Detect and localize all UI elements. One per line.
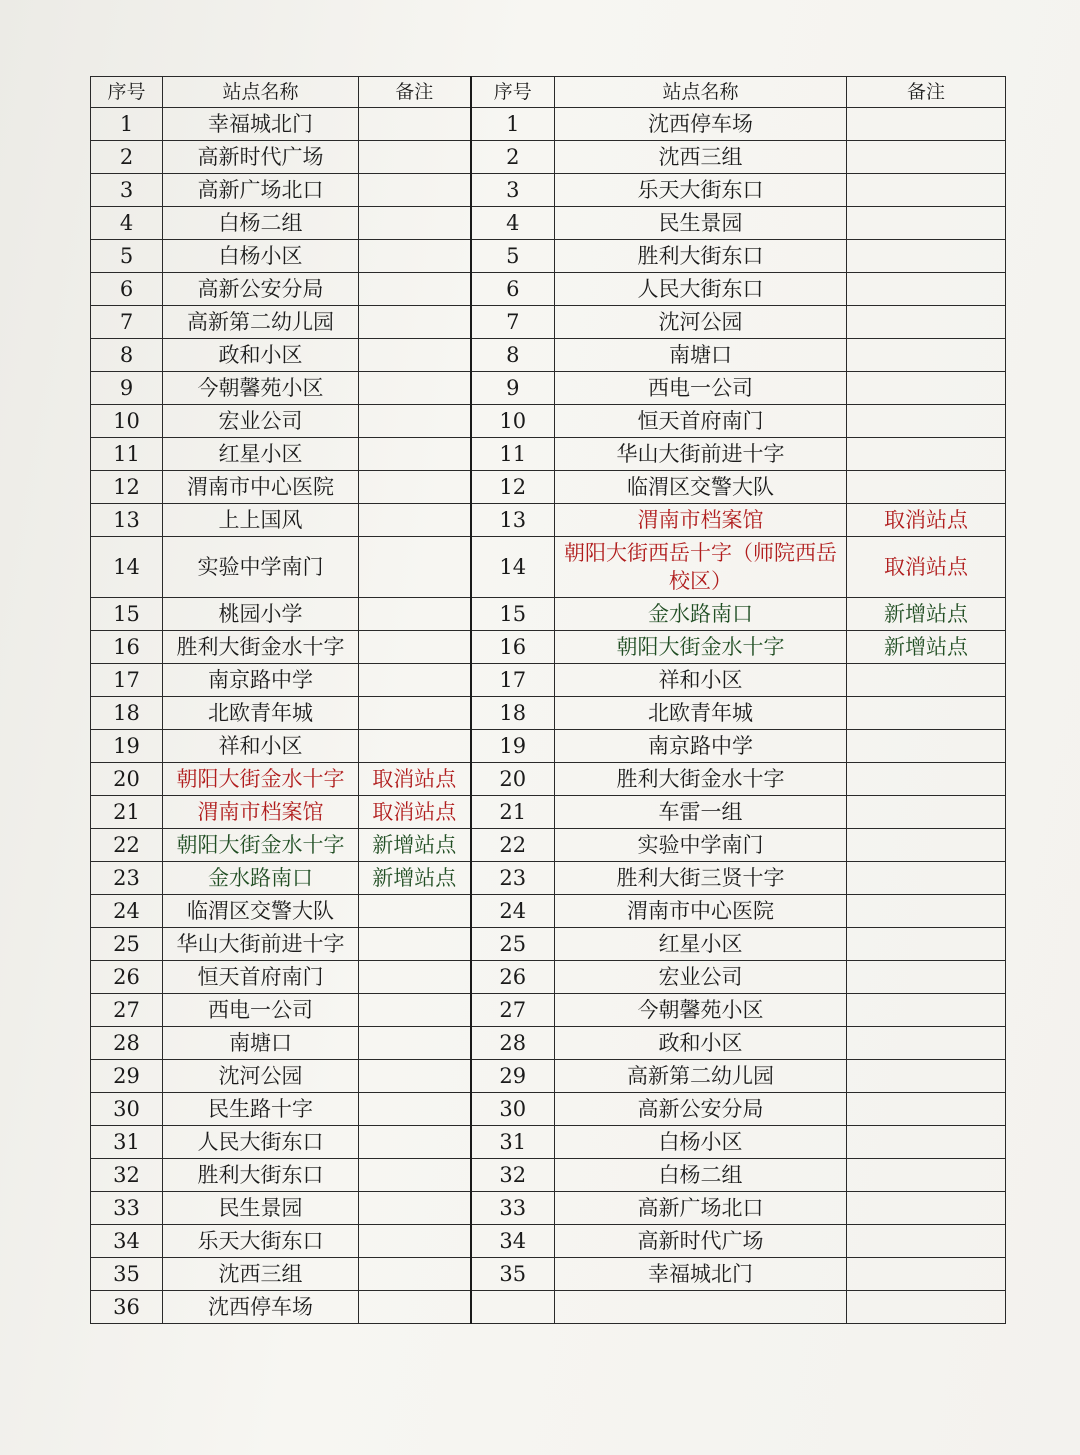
left-seq-cell: 14 (91, 537, 163, 598)
right-remark-cell (847, 438, 1006, 471)
left-seq-cell: 17 (91, 664, 163, 697)
right-remark-cell (847, 405, 1006, 438)
left-remark-cell (359, 141, 471, 174)
right-remark-cell (847, 306, 1006, 339)
left-seq-cell: 4 (91, 207, 163, 240)
left-remark-cell (359, 895, 471, 928)
left-remark-cell (359, 1291, 471, 1324)
right-seq-cell: 23 (471, 862, 555, 895)
table-row (91, 829, 1006, 862)
left-seq-cell: 6 (91, 273, 163, 306)
left-station-cell: 西电一公司 (163, 994, 359, 1027)
left-remark-cell (359, 306, 471, 339)
left-remark-cell (359, 664, 471, 697)
header-remark-left: 备注 (359, 77, 471, 108)
left-remark-cell (359, 504, 471, 537)
table-row (91, 240, 1006, 273)
left-station-cell: 恒天首府南门 (163, 961, 359, 994)
right-station-cell: 白杨小区 (555, 1126, 847, 1159)
left-remark-cell (359, 1060, 471, 1093)
right-remark-cell (847, 928, 1006, 961)
left-station-cell: 渭南市中心医院 (163, 471, 359, 504)
right-seq-cell: 5 (471, 240, 555, 273)
left-remark-cell (359, 207, 471, 240)
table-row (91, 108, 1006, 141)
table-row (91, 994, 1006, 1027)
right-seq-cell: 18 (471, 697, 555, 730)
right-seq-cell: 14 (471, 537, 555, 598)
right-remark-cell (847, 829, 1006, 862)
table-row (91, 1192, 1006, 1225)
right-station-cell: 高新广场北口 (555, 1192, 847, 1225)
table-row (91, 1027, 1006, 1060)
right-station-cell: 今朝馨苑小区 (555, 994, 847, 1027)
left-seq-cell: 5 (91, 240, 163, 273)
left-seq-cell: 29 (91, 1060, 163, 1093)
left-remark-cell (359, 928, 471, 961)
left-station-cell: 红星小区 (163, 438, 359, 471)
right-seq-cell: 27 (471, 994, 555, 1027)
left-station-cell: 临渭区交警大队 (163, 895, 359, 928)
right-station-cell: 北欧青年城 (555, 697, 847, 730)
left-remark-cell (359, 1225, 471, 1258)
table-row (91, 1291, 1006, 1324)
left-remark-cell (359, 537, 471, 598)
left-station-cell: 民生路十字 (163, 1093, 359, 1126)
right-station-cell: 实验中学南门 (555, 829, 847, 862)
right-remark-cell (847, 862, 1006, 895)
left-seq-cell: 10 (91, 405, 163, 438)
left-remark-cell (359, 994, 471, 1027)
table-row (91, 207, 1006, 240)
left-station-cell: 民生景园 (163, 1192, 359, 1225)
table-row (91, 862, 1006, 895)
table-row (91, 471, 1006, 504)
left-station-cell: 上上国风 (163, 504, 359, 537)
right-seq-cell: 3 (471, 174, 555, 207)
left-seq-cell: 15 (91, 598, 163, 631)
table-row (91, 598, 1006, 631)
right-station-cell: 民生景园 (555, 207, 847, 240)
right-station-cell: 乐天大街东口 (555, 174, 847, 207)
left-seq-cell: 13 (91, 504, 163, 537)
left-seq-cell: 20 (91, 763, 163, 796)
table-row (91, 895, 1006, 928)
left-station-cell: 实验中学南门 (163, 537, 359, 598)
table-row (91, 141, 1006, 174)
left-remark-cell (359, 273, 471, 306)
right-station-cell: 金水路南口 (555, 598, 847, 631)
right-seq-cell: 21 (471, 796, 555, 829)
right-seq-cell: 33 (471, 1192, 555, 1225)
right-remark-cell (847, 1027, 1006, 1060)
table-row (91, 1225, 1006, 1258)
table-row (91, 631, 1006, 664)
left-remark-cell (359, 108, 471, 141)
right-station-cell: 祥和小区 (555, 664, 847, 697)
left-remark-cell (359, 1258, 471, 1291)
table-row (91, 537, 1006, 598)
right-station-cell: 宏业公司 (555, 961, 847, 994)
left-station-cell: 北欧青年城 (163, 697, 359, 730)
left-remark-cell: 取消站点 (359, 796, 471, 829)
left-remark-cell: 新增站点 (359, 862, 471, 895)
left-remark-cell (359, 961, 471, 994)
right-remark-cell (847, 763, 1006, 796)
table-row (91, 664, 1006, 697)
right-station-cell: 朝阳大街西岳十字（师院西岳校区） (555, 537, 847, 598)
table-row (91, 339, 1006, 372)
table-row (91, 697, 1006, 730)
right-seq-cell: 1 (471, 108, 555, 141)
right-seq-cell: 15 (471, 598, 555, 631)
left-remark-cell: 取消站点 (359, 763, 471, 796)
table-row (91, 730, 1006, 763)
left-seq-cell: 34 (91, 1225, 163, 1258)
right-station-cell: 高新公安分局 (555, 1093, 847, 1126)
left-seq-cell: 16 (91, 631, 163, 664)
left-seq-cell: 11 (91, 438, 163, 471)
table-row (91, 405, 1006, 438)
left-station-cell: 渭南市档案馆 (163, 796, 359, 829)
right-station-cell: 红星小区 (555, 928, 847, 961)
right-remark-cell (847, 1291, 1006, 1324)
left-station-cell: 沈西三组 (163, 1258, 359, 1291)
left-seq-cell: 7 (91, 306, 163, 339)
left-station-cell: 胜利大街东口 (163, 1159, 359, 1192)
right-remark-cell (847, 1225, 1006, 1258)
right-seq-cell: 13 (471, 504, 555, 537)
left-remark-cell (359, 339, 471, 372)
left-station-cell: 朝阳大街金水十字 (163, 763, 359, 796)
left-seq-cell: 18 (91, 697, 163, 730)
left-station-cell: 华山大街前进十字 (163, 928, 359, 961)
right-seq-cell: 7 (471, 306, 555, 339)
left-remark-cell (359, 1027, 471, 1060)
right-station-cell: 华山大街前进十字 (555, 438, 847, 471)
left-remark-cell: 新增站点 (359, 829, 471, 862)
right-remark-cell: 新增站点 (847, 631, 1006, 664)
left-station-cell: 南京路中学 (163, 664, 359, 697)
right-seq-cell: 34 (471, 1225, 555, 1258)
table-header-row (91, 77, 1006, 108)
left-station-cell: 幸福城北门 (163, 108, 359, 141)
table-row (91, 763, 1006, 796)
left-seq-cell: 19 (91, 730, 163, 763)
left-seq-cell: 8 (91, 339, 163, 372)
left-remark-cell (359, 730, 471, 763)
right-station-cell: 南塘口 (555, 339, 847, 372)
table-row (91, 1126, 1006, 1159)
right-station-cell: 临渭区交警大队 (555, 471, 847, 504)
right-remark-cell (847, 108, 1006, 141)
right-remark-cell (847, 240, 1006, 273)
right-station-cell: 胜利大街东口 (555, 240, 847, 273)
left-station-cell: 金水路南口 (163, 862, 359, 895)
right-station-cell (555, 1291, 847, 1324)
left-station-cell: 高新公安分局 (163, 273, 359, 306)
right-station-cell: 朝阳大街金水十字 (555, 631, 847, 664)
left-remark-cell (359, 598, 471, 631)
left-seq-cell: 21 (91, 796, 163, 829)
left-seq-cell: 32 (91, 1159, 163, 1192)
right-remark-cell (847, 1258, 1006, 1291)
right-station-cell: 渭南市档案馆 (555, 504, 847, 537)
left-seq-cell: 9 (91, 372, 163, 405)
right-remark-cell (847, 141, 1006, 174)
table-row (91, 372, 1006, 405)
right-remark-cell (847, 174, 1006, 207)
table-row (91, 1258, 1006, 1291)
right-seq-cell: 6 (471, 273, 555, 306)
left-remark-cell (359, 1126, 471, 1159)
right-station-cell: 南京路中学 (555, 730, 847, 763)
header-seq-left: 序号 (91, 77, 163, 108)
right-seq-cell: 25 (471, 928, 555, 961)
right-seq-cell: 28 (471, 1027, 555, 1060)
right-remark-cell (847, 1192, 1006, 1225)
right-remark-cell (847, 207, 1006, 240)
right-remark-cell (847, 1159, 1006, 1192)
right-remark-cell (847, 796, 1006, 829)
right-remark-cell (847, 994, 1006, 1027)
left-station-cell: 乐天大街东口 (163, 1225, 359, 1258)
left-seq-cell: 31 (91, 1126, 163, 1159)
right-seq-cell: 20 (471, 763, 555, 796)
right-remark-cell (847, 339, 1006, 372)
right-seq-cell: 4 (471, 207, 555, 240)
left-remark-cell (359, 240, 471, 273)
table-row (91, 273, 1006, 306)
right-remark-cell: 取消站点 (847, 537, 1006, 598)
left-seq-cell: 36 (91, 1291, 163, 1324)
left-station-cell: 今朝馨苑小区 (163, 372, 359, 405)
left-seq-cell: 26 (91, 961, 163, 994)
table-row (91, 504, 1006, 537)
left-seq-cell: 30 (91, 1093, 163, 1126)
left-seq-cell: 35 (91, 1258, 163, 1291)
right-remark-cell (847, 1060, 1006, 1093)
right-seq-cell: 35 (471, 1258, 555, 1291)
left-station-cell: 沈河公园 (163, 1060, 359, 1093)
table-row (91, 306, 1006, 339)
table-body (91, 108, 1006, 1324)
right-station-cell: 沈河公园 (555, 306, 847, 339)
right-station-cell: 高新时代广场 (555, 1225, 847, 1258)
right-station-cell: 沈西停车场 (555, 108, 847, 141)
left-station-cell: 政和小区 (163, 339, 359, 372)
right-remark-cell (847, 664, 1006, 697)
table-row (91, 1060, 1006, 1093)
right-station-cell: 西电一公司 (555, 372, 847, 405)
left-station-cell: 桃园小学 (163, 598, 359, 631)
header-remark-right: 备注 (847, 77, 1006, 108)
left-seq-cell: 28 (91, 1027, 163, 1060)
table-row (91, 1093, 1006, 1126)
left-remark-cell (359, 438, 471, 471)
table-row (91, 438, 1006, 471)
right-seq-cell: 31 (471, 1126, 555, 1159)
left-seq-cell: 24 (91, 895, 163, 928)
left-remark-cell (359, 471, 471, 504)
right-station-cell: 胜利大街三贤十字 (555, 862, 847, 895)
right-seq-cell: 32 (471, 1159, 555, 1192)
left-remark-cell (359, 1093, 471, 1126)
right-station-cell: 高新第二幼儿园 (555, 1060, 847, 1093)
left-seq-cell: 3 (91, 174, 163, 207)
left-remark-cell (359, 631, 471, 664)
left-station-cell: 白杨二组 (163, 207, 359, 240)
right-station-cell: 恒天首府南门 (555, 405, 847, 438)
left-seq-cell: 12 (91, 471, 163, 504)
right-seq-cell: 16 (471, 631, 555, 664)
right-seq-cell: 22 (471, 829, 555, 862)
table-row (91, 1159, 1006, 1192)
right-seq-cell: 26 (471, 961, 555, 994)
right-seq-cell: 17 (471, 664, 555, 697)
left-station-cell: 祥和小区 (163, 730, 359, 763)
right-remark-cell: 取消站点 (847, 504, 1006, 537)
left-seq-cell: 2 (91, 141, 163, 174)
left-seq-cell: 33 (91, 1192, 163, 1225)
right-seq-cell: 8 (471, 339, 555, 372)
left-seq-cell: 27 (91, 994, 163, 1027)
right-seq-cell: 11 (471, 438, 555, 471)
left-remark-cell (359, 1159, 471, 1192)
left-station-cell: 胜利大街金水十字 (163, 631, 359, 664)
left-remark-cell (359, 1192, 471, 1225)
right-station-cell: 沈西三组 (555, 141, 847, 174)
left-station-cell: 南塘口 (163, 1027, 359, 1060)
left-station-cell: 高新广场北口 (163, 174, 359, 207)
left-remark-cell (359, 405, 471, 438)
right-remark-cell (847, 372, 1006, 405)
table-row (91, 961, 1006, 994)
right-seq-cell: 2 (471, 141, 555, 174)
station-table (90, 76, 1006, 1324)
right-station-cell: 幸福城北门 (555, 1258, 847, 1291)
right-remark-cell (847, 273, 1006, 306)
table-row (91, 928, 1006, 961)
right-remark-cell (847, 730, 1006, 763)
left-seq-cell: 22 (91, 829, 163, 862)
right-seq-cell: 30 (471, 1093, 555, 1126)
left-seq-cell: 25 (91, 928, 163, 961)
right-seq-cell: 29 (471, 1060, 555, 1093)
right-remark-cell (847, 471, 1006, 504)
right-seq-cell: 19 (471, 730, 555, 763)
left-remark-cell (359, 697, 471, 730)
table-row (91, 796, 1006, 829)
left-station-cell: 朝阳大街金水十字 (163, 829, 359, 862)
right-remark-cell (847, 961, 1006, 994)
right-station-cell: 渭南市中心医院 (555, 895, 847, 928)
right-seq-cell: 24 (471, 895, 555, 928)
right-seq-cell: 12 (471, 471, 555, 504)
right-seq-cell (471, 1291, 555, 1324)
left-seq-cell: 1 (91, 108, 163, 141)
right-seq-cell: 10 (471, 405, 555, 438)
right-station-cell: 人民大街东口 (555, 273, 847, 306)
right-station-cell: 白杨二组 (555, 1159, 847, 1192)
right-remark-cell (847, 697, 1006, 730)
left-remark-cell (359, 174, 471, 207)
right-remark-cell (847, 1093, 1006, 1126)
right-remark-cell (847, 1126, 1006, 1159)
right-remark-cell: 新增站点 (847, 598, 1006, 631)
left-seq-cell: 23 (91, 862, 163, 895)
header-station-left: 站点名称 (163, 77, 359, 108)
left-station-cell: 高新第二幼儿园 (163, 306, 359, 339)
left-station-cell: 白杨小区 (163, 240, 359, 273)
header-station-right: 站点名称 (555, 77, 847, 108)
left-remark-cell (359, 372, 471, 405)
left-station-cell: 宏业公司 (163, 405, 359, 438)
right-seq-cell: 9 (471, 372, 555, 405)
left-station-cell: 人民大街东口 (163, 1126, 359, 1159)
table-row (91, 174, 1006, 207)
right-station-cell: 政和小区 (555, 1027, 847, 1060)
left-station-cell: 高新时代广场 (163, 141, 359, 174)
right-station-cell: 车雷一组 (555, 796, 847, 829)
header-seq-right: 序号 (471, 77, 555, 108)
right-station-cell: 胜利大街金水十字 (555, 763, 847, 796)
right-remark-cell (847, 895, 1006, 928)
left-station-cell: 沈西停车场 (163, 1291, 359, 1324)
